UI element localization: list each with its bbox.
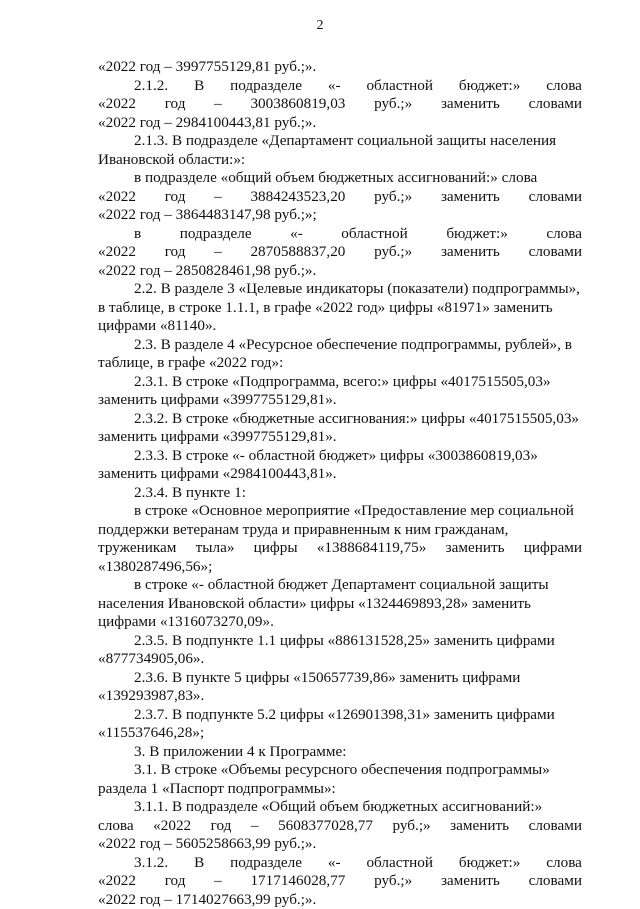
text-segment: подразделе (230, 854, 302, 873)
text-line (98, 743, 582, 762)
text-segment: в строке «- областной бюджет Департамент социальной защиты (134, 576, 549, 593)
text-segment: слова (546, 77, 582, 96)
text-segment: заменить (441, 243, 500, 262)
text-segment: в строке «Основное мероприятие «Предоставление мер социальной (134, 502, 574, 519)
text-segment: слова (546, 225, 582, 244)
text-segment: «2022 (153, 817, 191, 836)
text-segment: слова (546, 854, 582, 873)
text-segment: в (134, 225, 141, 244)
text-segment: руб.;» (374, 95, 412, 114)
text-segment: бюджет:» (459, 77, 521, 96)
text-segment: заменить (441, 872, 500, 891)
text-segment: «2022 (98, 872, 136, 891)
text-line (98, 206, 582, 225)
text-segment: заменить (446, 539, 505, 558)
text-segment: год (211, 817, 232, 836)
text-segment: год (165, 95, 186, 114)
text-segment: «2022 (98, 188, 136, 207)
text-line (98, 243, 582, 262)
text-segment: 2.3.4. В пункте 1: (134, 484, 246, 501)
document-body (98, 58, 582, 909)
text-segment: 3003860819,03 (250, 95, 345, 114)
text-segment: Ивановской области:»: (98, 151, 245, 168)
text-segment: «115537646,28»; (98, 724, 204, 741)
text-line (98, 613, 582, 632)
text-line (98, 669, 582, 688)
text-segment: 3.1.2. (134, 854, 168, 873)
text-line (98, 576, 582, 595)
text-segment: словами (529, 817, 582, 836)
text-segment: бюджет:» (446, 225, 508, 244)
text-segment: руб.;» (374, 188, 412, 207)
text-segment: заменить (441, 188, 500, 207)
text-line (98, 169, 582, 188)
text-line (98, 724, 582, 743)
text-line (98, 650, 582, 669)
text-segment: цифрами «1316073270,09». (98, 613, 274, 630)
text-segment: «2022 год – 3864483147,98 руб.;»; (98, 206, 317, 223)
text-segment: год (165, 243, 186, 262)
text-line (98, 558, 582, 577)
text-segment: словами (529, 95, 582, 114)
text-segment: «2022 год – 2850828461,98 руб.;». (98, 262, 316, 279)
text-segment: 1717146028,77 (250, 872, 345, 891)
text-segment: таблице, в графе «2022 год»: (98, 354, 283, 371)
text-segment: «- (290, 225, 303, 244)
text-segment: «139293987,83». (98, 687, 204, 704)
text-segment: поддержки ветеранам труда и приравненным к ним гражданам, (98, 521, 508, 538)
text-line (98, 539, 582, 558)
text-segment: 2.1.2. (134, 77, 168, 96)
text-segment: «- (328, 854, 341, 873)
text-segment: «2022 (98, 243, 136, 262)
text-segment: цифрами (524, 539, 582, 558)
text-line (98, 95, 582, 114)
text-segment: заменить цифрами «3997755129,81». (98, 428, 337, 445)
text-segment: «2022 год – 3997755129,81 руб.;». (98, 58, 316, 75)
text-line (98, 780, 582, 799)
text-segment: 3.1. В строке «Объемы ресурсного обеспечения подпрограммы» (134, 761, 550, 778)
text-segment: 2870588837,20 (250, 243, 345, 262)
text-segment: подразделе (180, 225, 252, 244)
text-line (98, 687, 582, 706)
text-segment: «877734905,06». (98, 650, 204, 667)
text-segment: руб.;» (393, 817, 431, 836)
text-segment: В (194, 77, 204, 96)
text-segment: «2022 год – 5605258663,99 руб.;». (98, 835, 316, 852)
text-line (98, 114, 582, 133)
text-line (98, 77, 582, 96)
text-segment: В (194, 854, 204, 873)
text-line (98, 502, 582, 521)
text-line (98, 151, 582, 170)
text-line (98, 373, 582, 392)
text-segment: «2022 год – 2984100443,81 руб.;». (98, 114, 316, 131)
text-line (98, 336, 582, 355)
text-line (98, 798, 582, 817)
text-line (98, 817, 582, 836)
text-segment: – (214, 872, 222, 891)
text-segment: – (214, 188, 222, 207)
text-line (98, 317, 582, 336)
text-segment: цифры (254, 539, 298, 558)
text-line (98, 299, 582, 318)
text-segment: заменить цифрами «3997755129,81». (98, 391, 337, 408)
text-segment: 2.1.3. В подразделе «Департамент социальной защиты населения (134, 132, 556, 149)
text-line (98, 447, 582, 466)
text-segment: заменить (450, 817, 509, 836)
text-segment: заменить цифрами «2984100443,81». (98, 465, 337, 482)
text-line (98, 872, 582, 891)
text-line (98, 225, 582, 244)
text-line (98, 521, 582, 540)
text-line (98, 465, 582, 484)
text-line (98, 354, 582, 373)
text-segment: тыла» (196, 539, 235, 558)
text-segment: 5608377028,77 (278, 817, 373, 836)
text-segment: 2.2. В разделе 3 «Целевые индикаторы (показатели) подпрограммы», (134, 280, 580, 297)
text-line (98, 391, 582, 410)
text-segment: 3. В приложении 4 к Программе: (134, 743, 346, 760)
text-segment: год (165, 188, 186, 207)
text-segment: бюджет:» (459, 854, 521, 873)
text-line (98, 428, 582, 447)
text-segment: «1380287496,56»; (98, 558, 212, 575)
text-segment: в таблице, в строке 1.1.1, в графе «2022 год» цифры «81971» заменить (98, 299, 553, 316)
text-segment: руб.;» (374, 243, 412, 262)
text-line (98, 854, 582, 873)
text-segment: «2022 год – 1714027663,99 руб.;». (98, 891, 316, 908)
text-line (98, 410, 582, 429)
text-segment: «1388684119,75» (317, 539, 427, 558)
text-segment: 2.3.3. В строке «- областной бюджет» цифры «3003860819,03» (134, 447, 538, 464)
text-segment: слова (98, 817, 134, 836)
text-segment: 2.3. В разделе 4 «Ресурсное обеспечение подпрограммы, рублей», в (134, 336, 572, 353)
text-segment: «2022 (98, 95, 136, 114)
text-segment: труженикам (98, 539, 176, 558)
text-segment: словами (529, 243, 582, 262)
text-segment: 2.3.2. В строке «бюджетные ассигнования:» цифры «4017515505,03» (134, 410, 579, 427)
text-segment: 2.3.6. В пункте 5 цифры «150657739,86» заменить цифрами (134, 669, 520, 686)
text-line (98, 891, 582, 909)
text-segment: словами (529, 188, 582, 207)
text-segment: словами (529, 872, 582, 891)
text-segment: «- (328, 77, 341, 96)
text-segment: областной (366, 854, 433, 873)
text-segment: – (251, 817, 259, 836)
text-segment: населения Ивановской области» цифры «1324469893,28» заменить (98, 595, 531, 612)
text-line (98, 632, 582, 651)
text-segment: – (214, 95, 222, 114)
text-segment: раздела 1 «Паспорт подпрограммы»: (98, 780, 336, 797)
text-line (98, 58, 582, 77)
text-segment: 3884243523,20 (250, 188, 345, 207)
text-line (98, 262, 582, 281)
text-line (98, 595, 582, 614)
text-line (98, 706, 582, 725)
text-segment: заменить (441, 95, 500, 114)
text-line (98, 484, 582, 503)
text-segment: 2.3.7. В подпункте 5.2 цифры «126901398,31» заменить цифрами (134, 706, 555, 723)
text-segment: руб.;» (374, 872, 412, 891)
text-segment: подразделе (230, 77, 302, 96)
text-segment: областной (341, 225, 408, 244)
text-segment: год (165, 872, 186, 891)
text-line (98, 835, 582, 854)
text-line (98, 280, 582, 299)
text-segment: 3.1.1. В подразделе «Общий объем бюджетных ассигнований:» (134, 798, 542, 815)
page-number: 2 (0, 18, 640, 34)
text-segment: – (214, 243, 222, 262)
text-line (98, 761, 582, 780)
text-line (98, 188, 582, 207)
text-line (98, 132, 582, 151)
text-segment: 2.3.5. В подпункте 1.1 цифры «886131528,25» заменить цифрами (134, 632, 555, 649)
text-segment: областной (366, 77, 433, 96)
text-segment: цифрами «81140». (98, 317, 216, 334)
text-segment: в подразделе «общий объем бюджетных ассигнований:» слова (134, 169, 537, 186)
text-segment: 2.3.1. В строке «Подпрограмма, всего:» цифры «4017515505,03» (134, 373, 551, 390)
